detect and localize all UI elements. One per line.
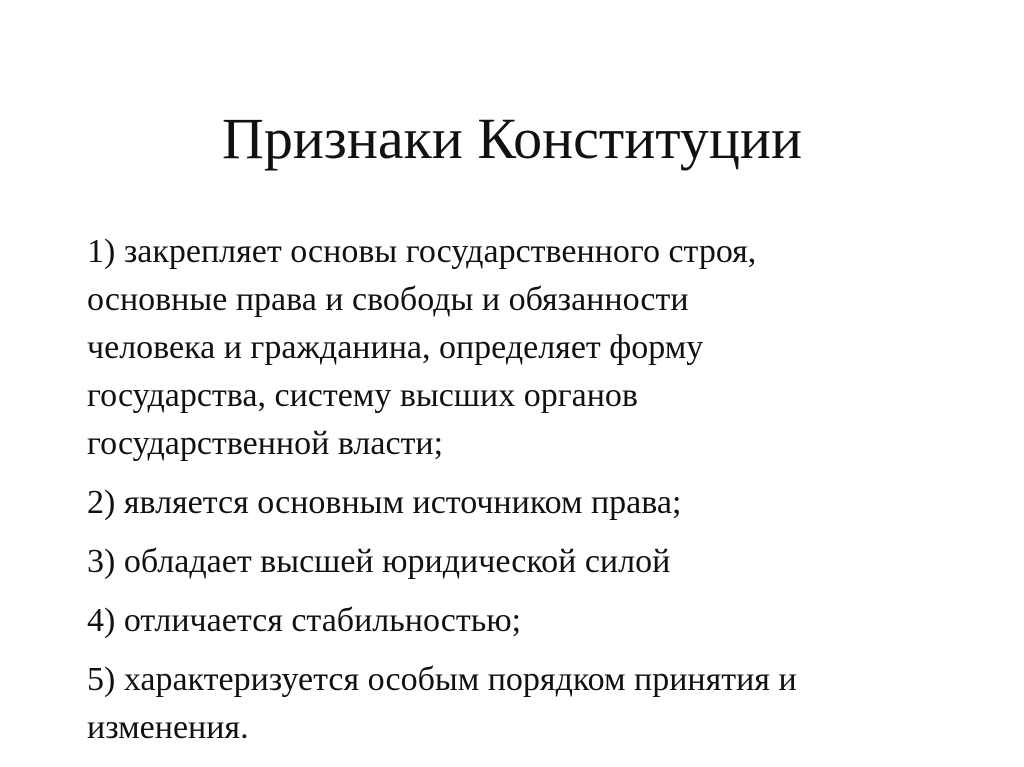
list-item-1-line-4: государства, систему высших органов bbox=[87, 377, 638, 414]
slide-title: Признаки Конституции bbox=[222, 106, 802, 171]
list-item-4 bbox=[87, 597, 967, 645]
list-item-3 bbox=[87, 538, 967, 586]
list-item-2 bbox=[87, 479, 967, 527]
list-item-1-line-3: человека и гражданина, определяет форму bbox=[87, 329, 704, 366]
list-item-5-line-2: изменения. bbox=[87, 709, 249, 746]
feature-list bbox=[87, 228, 967, 752]
list-item-1-line-5: государственной власти; bbox=[87, 425, 444, 462]
list-item-2-line-1: 2) является основным источником права; bbox=[87, 484, 682, 521]
list-item-4-line-1: 4) отличается стабильностью; bbox=[87, 602, 522, 639]
list-item-1 bbox=[87, 228, 967, 468]
list-item-1-line-1: 1) закрепляет основы государственного строя, bbox=[87, 233, 757, 270]
list-item-3-line-1: 3) обладает высшей юридической силой bbox=[87, 543, 671, 580]
list-item-1-line-2: основные права и свободы и обязанности bbox=[87, 281, 689, 318]
list-item-5-line-1: 5) характеризуется особым порядком принятия и bbox=[87, 661, 797, 698]
list-item-5 bbox=[87, 656, 967, 752]
